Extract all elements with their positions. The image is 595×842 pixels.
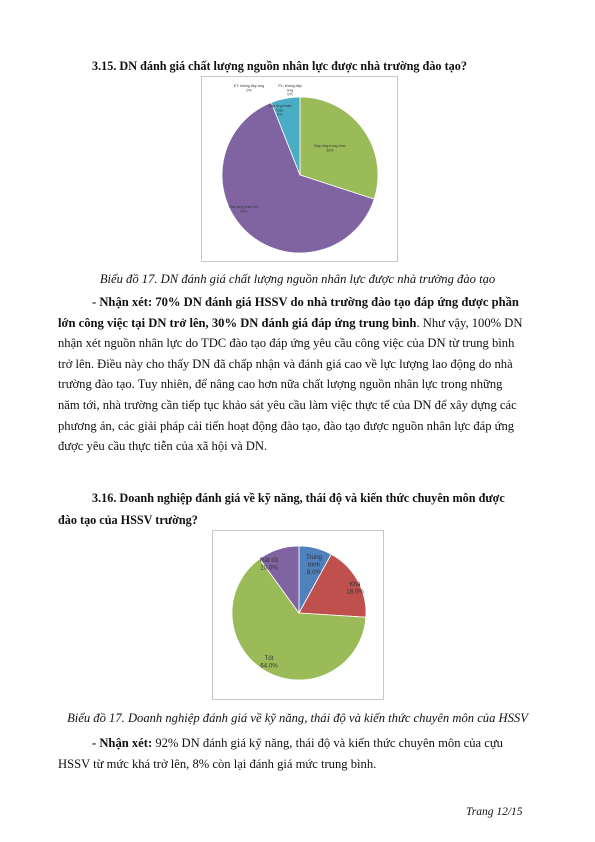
remark-line: nhận xét nguồn nhân lực do TDC đào tạo đáp ứng yêu cầu công việc của DN từ trung bình [58, 336, 515, 351]
remark-line-2: HSSV từ mức khá trở lên, 8% còn lại đánh giá mức trung bình. [58, 756, 377, 771]
pie-label-dap-ung-hoan: Đáp ứng hoàn toàn 6% [268, 104, 292, 117]
chart-1-frame [201, 76, 398, 262]
remark-label: - Nhận xét: [92, 295, 156, 309]
section-316-heading-line-2: đào tạo của HSSV trường? [58, 513, 198, 527]
section-316-heading [58, 487, 539, 531]
section-316-heading-line-1: 3.16. Doanh nghiệp đánh giá về kỹ năng, thái độ và kiến thức chuyên môn được [92, 491, 505, 505]
pie-label-kt-khong-dap-ung: KT: không đáp ứng 0% [233, 84, 265, 93]
section-316-caption: Biểu đồ 17. Doanh nghiệp đánh giá về kỹ năng, thái độ và kiến thức chuyên môn của HSSV [67, 711, 528, 725]
pie-label-trung: Trung bình 8.0% [306, 554, 322, 576]
remark-line: được yêu cầu thực tiễn của xã hội và DN. [58, 439, 268, 454]
remark-line: trở lên. Điều này cho thấy DN đã chấp nhận và đánh giá cao về lực lượng lao động do nhà [58, 356, 513, 371]
pie-label-pl-khong-dap: PL: không đáp ứng 0% [278, 84, 302, 97]
section-316-remark [58, 733, 539, 774]
remark-label: - Nhận xét: [92, 736, 156, 750]
chart-2-frame [212, 530, 384, 700]
pie-label-dap-ung-trung-binh: Đáp ứng trung bình 30% [314, 144, 346, 153]
page-number: Trang 12/15 [466, 806, 523, 818]
section-315-remark [58, 292, 539, 457]
chart-2-pie [213, 531, 383, 699]
remark-line: phương án, các giải pháp cải tiến hoạt động đào tạo, đào tạo được nguồn nhân lực đáp ứng [58, 418, 515, 433]
remark-line: trường đào tạo. Tuy nhiên, để nâng cao hơn nữa chất lượng nguồn nhân lực trong những [58, 377, 503, 392]
section-315-heading: 3.15. DN đánh giá chất lượng nguồn nhân lực được nhà trường đào tạo? [92, 59, 467, 73]
pie-label-dap-ung-phan-lon: Đáp ứng phần lớn 64% [229, 205, 259, 214]
chart-1-pie [202, 77, 397, 261]
remark-rest-line-2: . Như vậy, 100% DN [416, 315, 523, 330]
remark-line-1: 92% DN đánh giá kỹ năng, thái độ và kiến thức chuyên môn của cựu [155, 736, 503, 750]
remark-line: năm tới, nhà trường cần tiếp tục khảo sát yêu cầu làm việc thực tế của DN để xây dựng các [58, 397, 517, 412]
section-315-caption: Biểu đồ 17. DN đánh giá chất lượng nguồn nhân lực được nhà trường đào tạo [99, 272, 496, 286]
remark-bold-line-1: 70% DN đánh giá HSSV do nhà trường đào tạo đáp ứng được phần [155, 295, 519, 309]
pie-label-kha: Khá 18.0% [346, 581, 364, 596]
pie-label-tot: Tốt 64.0% [260, 655, 278, 670]
pie-label-rat-tot: Rất tốt 10.0% [259, 557, 279, 572]
remark-bold-line-2: lớn công việc tại DN trở lên, 30% DN đánh giá đáp ứng trung bình [58, 315, 417, 330]
